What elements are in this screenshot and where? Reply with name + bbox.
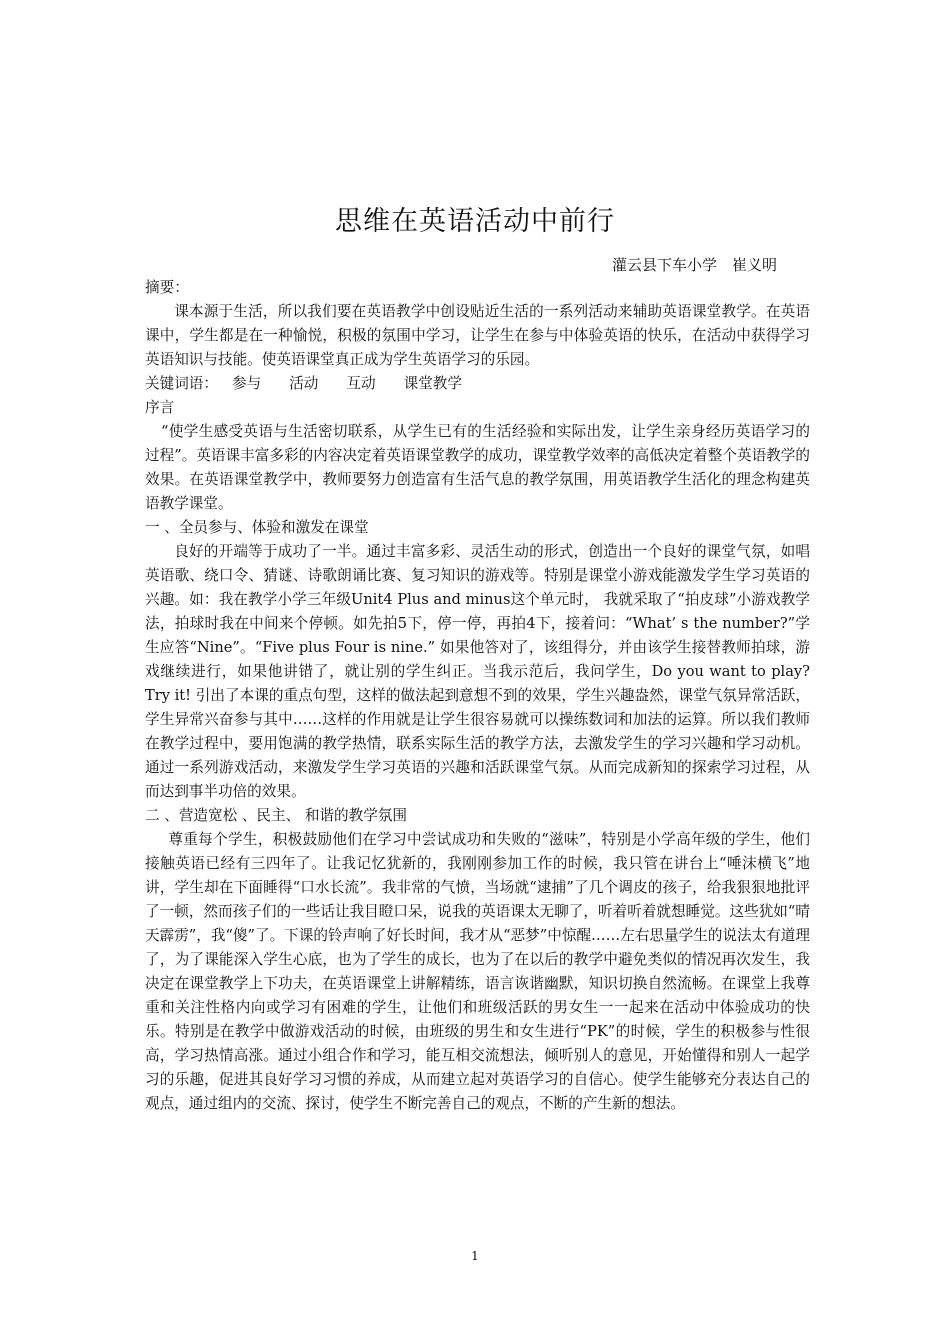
section-1-text: 良好的开端等于成功了一半。通过丰富多彩、灵活生动的形式，创造出一个良好的课堂气氛，如唱英语歌、绕口令、猜谜、诗歌朗诵比赛、复习知识的游戏等。特别是课堂小游戏能激发学生学习英语的兴趣。如：我在教学小学三年级Unit4 Plus and minus这个单元时， 我就采取了“拍皮球”小游戏教学法，拍球时我在中间来个停顿。如先拍5下，停一停，再拍4下，接着问：“What’ s the number?”学生应答“Nine”。“Five plus Four is nine.” 如果他答对了，该组得分，并由该学生接替教师拍球，游戏继续进行，如果他讲错了，就让别的学生纠正。当我示范后，我问学生，Do you want to play? Try it! 引出了本课的重点句型，这样的做法起到意想不到的效果，学生兴趣盎然，课堂气氛异常活跃，学生异常兴奋参与其中……这样的作用就是让学生很容易就可以操练数词和加法的运算。所以我们教师在教学过程中，要用饱满的教学热情，联系实际生活的教学方法，去激发学生的学习兴趣和学习动机。通过一系列游戏活动，来激发学生学习英语的兴趣和活跃课堂气氛。从而完成新知的探索学习过程，从而达到事半功倍的效果。 — [145, 543, 810, 800]
author-line: 灌云县下车小学 崔义明 — [612, 256, 778, 274]
preface-text: “使学生感受英语与生活密切联系，从学生已有的生活经验和实际出发，让学生亲身经历英语学习的过程”。英语课丰富多彩的内容决定着英语课堂教学的成功，课堂教学效率的高低决定着整个英语教学的效果。在英语课堂教学中，教师要努力创造富有生活气息的教学氛围，用英语教学生活化的理念构建英语教学课堂。 — [145, 423, 810, 512]
document-body — [145, 276, 810, 1116]
section-2-heading: 二 、营造宽松 、民主、 和谐的教学氛围 — [145, 807, 408, 824]
keyword: 参与 — [231, 375, 262, 392]
keyword: 课堂教学 — [403, 375, 462, 392]
section-1-heading: 一 、全员参与、体验和激发在课堂 — [145, 519, 369, 536]
preface-label: 序言 — [145, 399, 175, 416]
page-number: 1 — [471, 1249, 479, 1263]
keywords-label: 关键词语： — [145, 375, 218, 392]
abstract-label: 摘要： — [145, 279, 189, 296]
keyword: 活动 — [289, 375, 319, 392]
abstract-text: 课本源于生活，所以我们要在英语教学中创设贴近生活的一系列活动来辅助英语课堂教学。在英语课中，学生都是在一种愉悦，积极的氛围中学习，让学生在参与中体验英语的快乐，在活动中获得学习英语知识与技能。使英语课堂真正成为学生英语学习的乐园。 — [145, 303, 810, 368]
keyword: 互动 — [346, 375, 376, 392]
section-2-text: 尊重每个学生，积极鼓励他们在学习中尝试成功和失败的“滋味”，特别是小学高年级的学生，他们接触英语已经有三四年了。让我记忆犹新的，我刚刚参加工作的时候，我只管在讲台上“唾沫横飞”地讲，学生却在下面睡得“口水长流”。我非常的气愤，当场就“逮捕”了几个调皮的孩子，给我狠狠地批评了一顿，然而孩子们的一些话让我目瞪口呆，说我的英语课太无聊了，听着听着就想睡觉。这些犹如“晴天霹雳”，我“傻”了。下课的铃声响了好长时间，我才从“恶梦”中惊醒……左右思量学生的说法太有道理了，为了课能深入学生心底，也为了学生的成长，也为了在以后的教学中避免类似的情况再次发生，我决定在课堂教学上下功夫，在英语课堂上讲解精练，语言诙谐幽默，知识切换自然流畅。在课堂上我尊重和关注性格内向或学习有困难的学生，让他们和班级活跃的男女生一一起来在活动中体验成功的快乐。特别是在教学中做游戏活动的时候，由班级的男生和女生进行“PK”的时候，学生的积极参与性很高，学习热情高涨。通过小组合作和学习，能互相交流想法，倾听别人的意见，开始懂得和别人一起学习的乐趣，促进其良好学习习惯的养成，从而建立起对英语学习的自信心。使学生能够充分表达自己的观点，通过组内的交流、探讨，使学生不断完善自己的观点，不断的产生新的想法。 — [145, 831, 810, 1112]
page-title: 思维在英语活动中前行 — [335, 206, 615, 237]
keywords-line — [145, 372, 810, 396]
